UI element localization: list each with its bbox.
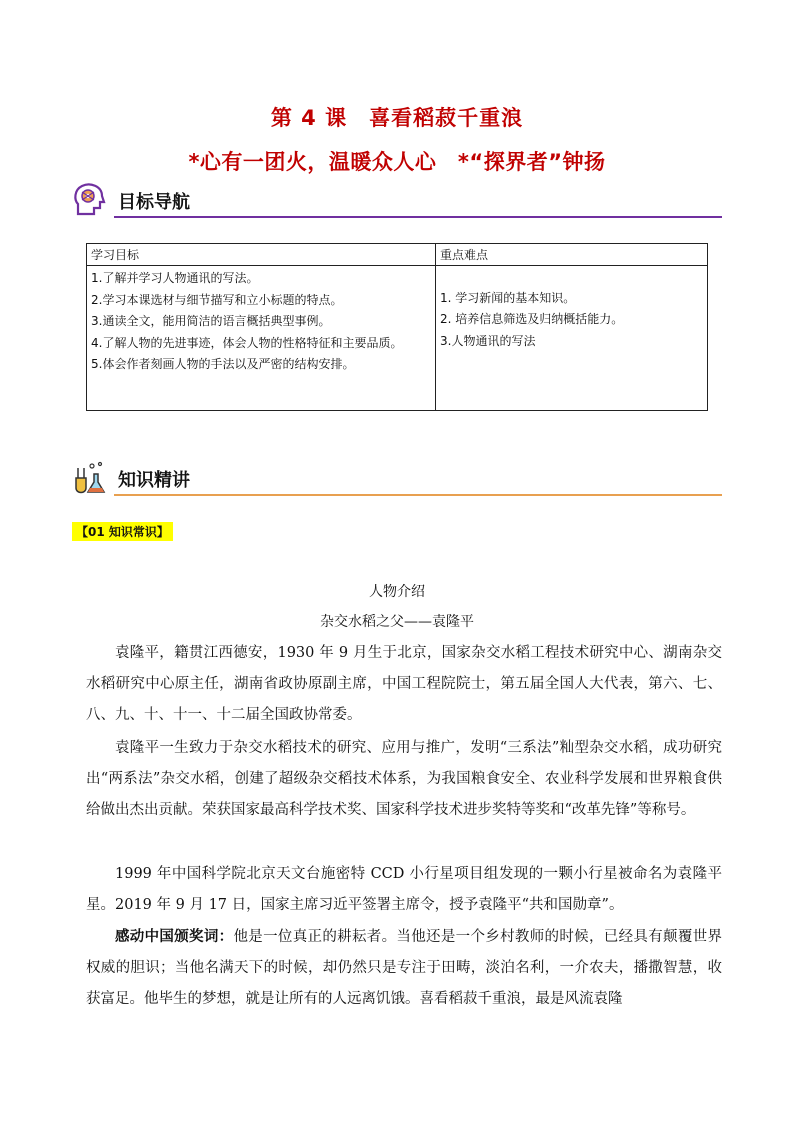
difficulties-column-header: 重点难点 [436, 244, 708, 266]
lesson-subtitle: *心有一团火，温暖众人心 *“探界者”钟扬 [188, 150, 606, 174]
difficulties-cell [436, 266, 708, 411]
goal-item: 4.了解人物的先进事迹，体会人物的性格特征和主要品质。 [91, 335, 403, 350]
brain-gear-icon [70, 180, 110, 220]
goals-column-header: 学习目标 [87, 244, 436, 266]
difficulty-item: 2. 培养信息筛选及归纳概括能力。 [440, 312, 624, 327]
goal-item: 1.了解并学习人物通讯的写法。 [91, 271, 259, 285]
difficulty-item: 3.人物通讯的写法 [440, 333, 536, 348]
knowledge-section-header [70, 458, 722, 498]
section-divider [114, 494, 722, 496]
goals-section-label: 目标导航 [118, 192, 190, 213]
goal-item: 2.学习本课选材与细节描写和立小标题的特点。 [91, 292, 343, 307]
paragraph-honors: 1999 年中国科学院北京天文台施密特 CCD 小行星项目组发现的一颗小行星被命名为袁隆平星。2019 年 9 月 17 日，国家主席习近平签署主席令，授予袁隆平“共和国勋章”。 [86, 866, 722, 913]
difficulty-item: 1. 学习新闻的基本知识。 [440, 290, 576, 305]
paragraph-achievements: 袁隆平一生致力于杂交水稻技术的研究、应用与推广，发明“三系法”籼型杂交水稻，成功研究出“两系法”杂交水稻，创建了超级杂交稻技术体系，为我国粮食安全、农业科学发展和世界粮食供给做出杰出贡献。荣获国家最高科学技术奖、国家科学技术进步奖特等奖和“改革先锋”等称号。 [86, 740, 722, 818]
knowledge-tag: 【01 知识常识】 [72, 522, 173, 541]
citation-lead: 感动中国颁奖词： [115, 929, 234, 945]
goals-section-header [70, 180, 722, 220]
goals-cell [87, 266, 436, 411]
paragraph-bio: 袁隆平，籍贯江西德安，1930 年 9 月生于北京，国家杂交水稻工程技术研究中心、湖南杂交水稻研究中心原主任，湖南省政协原副主席，中国工程院院士，第五届全国人大代表，第六、七、八、九、十、十一、十二届全国政协常委。 [86, 645, 722, 723]
goal-item: 3.通读全文，能用简洁的语言概括典型事例。 [91, 314, 331, 328]
paragraph-award-citation [86, 922, 722, 1015]
intro-title: 人物介绍 [369, 584, 425, 600]
knowledge-section-label: 知识精讲 [118, 470, 190, 491]
goals-table [86, 243, 708, 411]
flask-icon [70, 458, 110, 498]
section-divider [114, 216, 722, 218]
goal-item: 5.体会作者刻画人物的手法以及严密的结构安排。 [91, 357, 355, 371]
lesson-title: 第 4 课 喜看稻菽千重浪 [270, 106, 524, 130]
intro-subtitle: 杂交水稻之父——袁隆平 [320, 614, 474, 630]
citation-body: 他是一位真正的耕耘者。当他还是一个乡村教师的时候，已经具有颠覆世界权威的胆识；当他名满天下的时候，却仍然只是专注于田畴，淡泊名利，一介农夫，播撒智慧，收获富足。他毕生的梦想，就是让所有的人远离饥饿。喜看稻菽千重浪，最是风流袁隆 [86, 929, 722, 1007]
